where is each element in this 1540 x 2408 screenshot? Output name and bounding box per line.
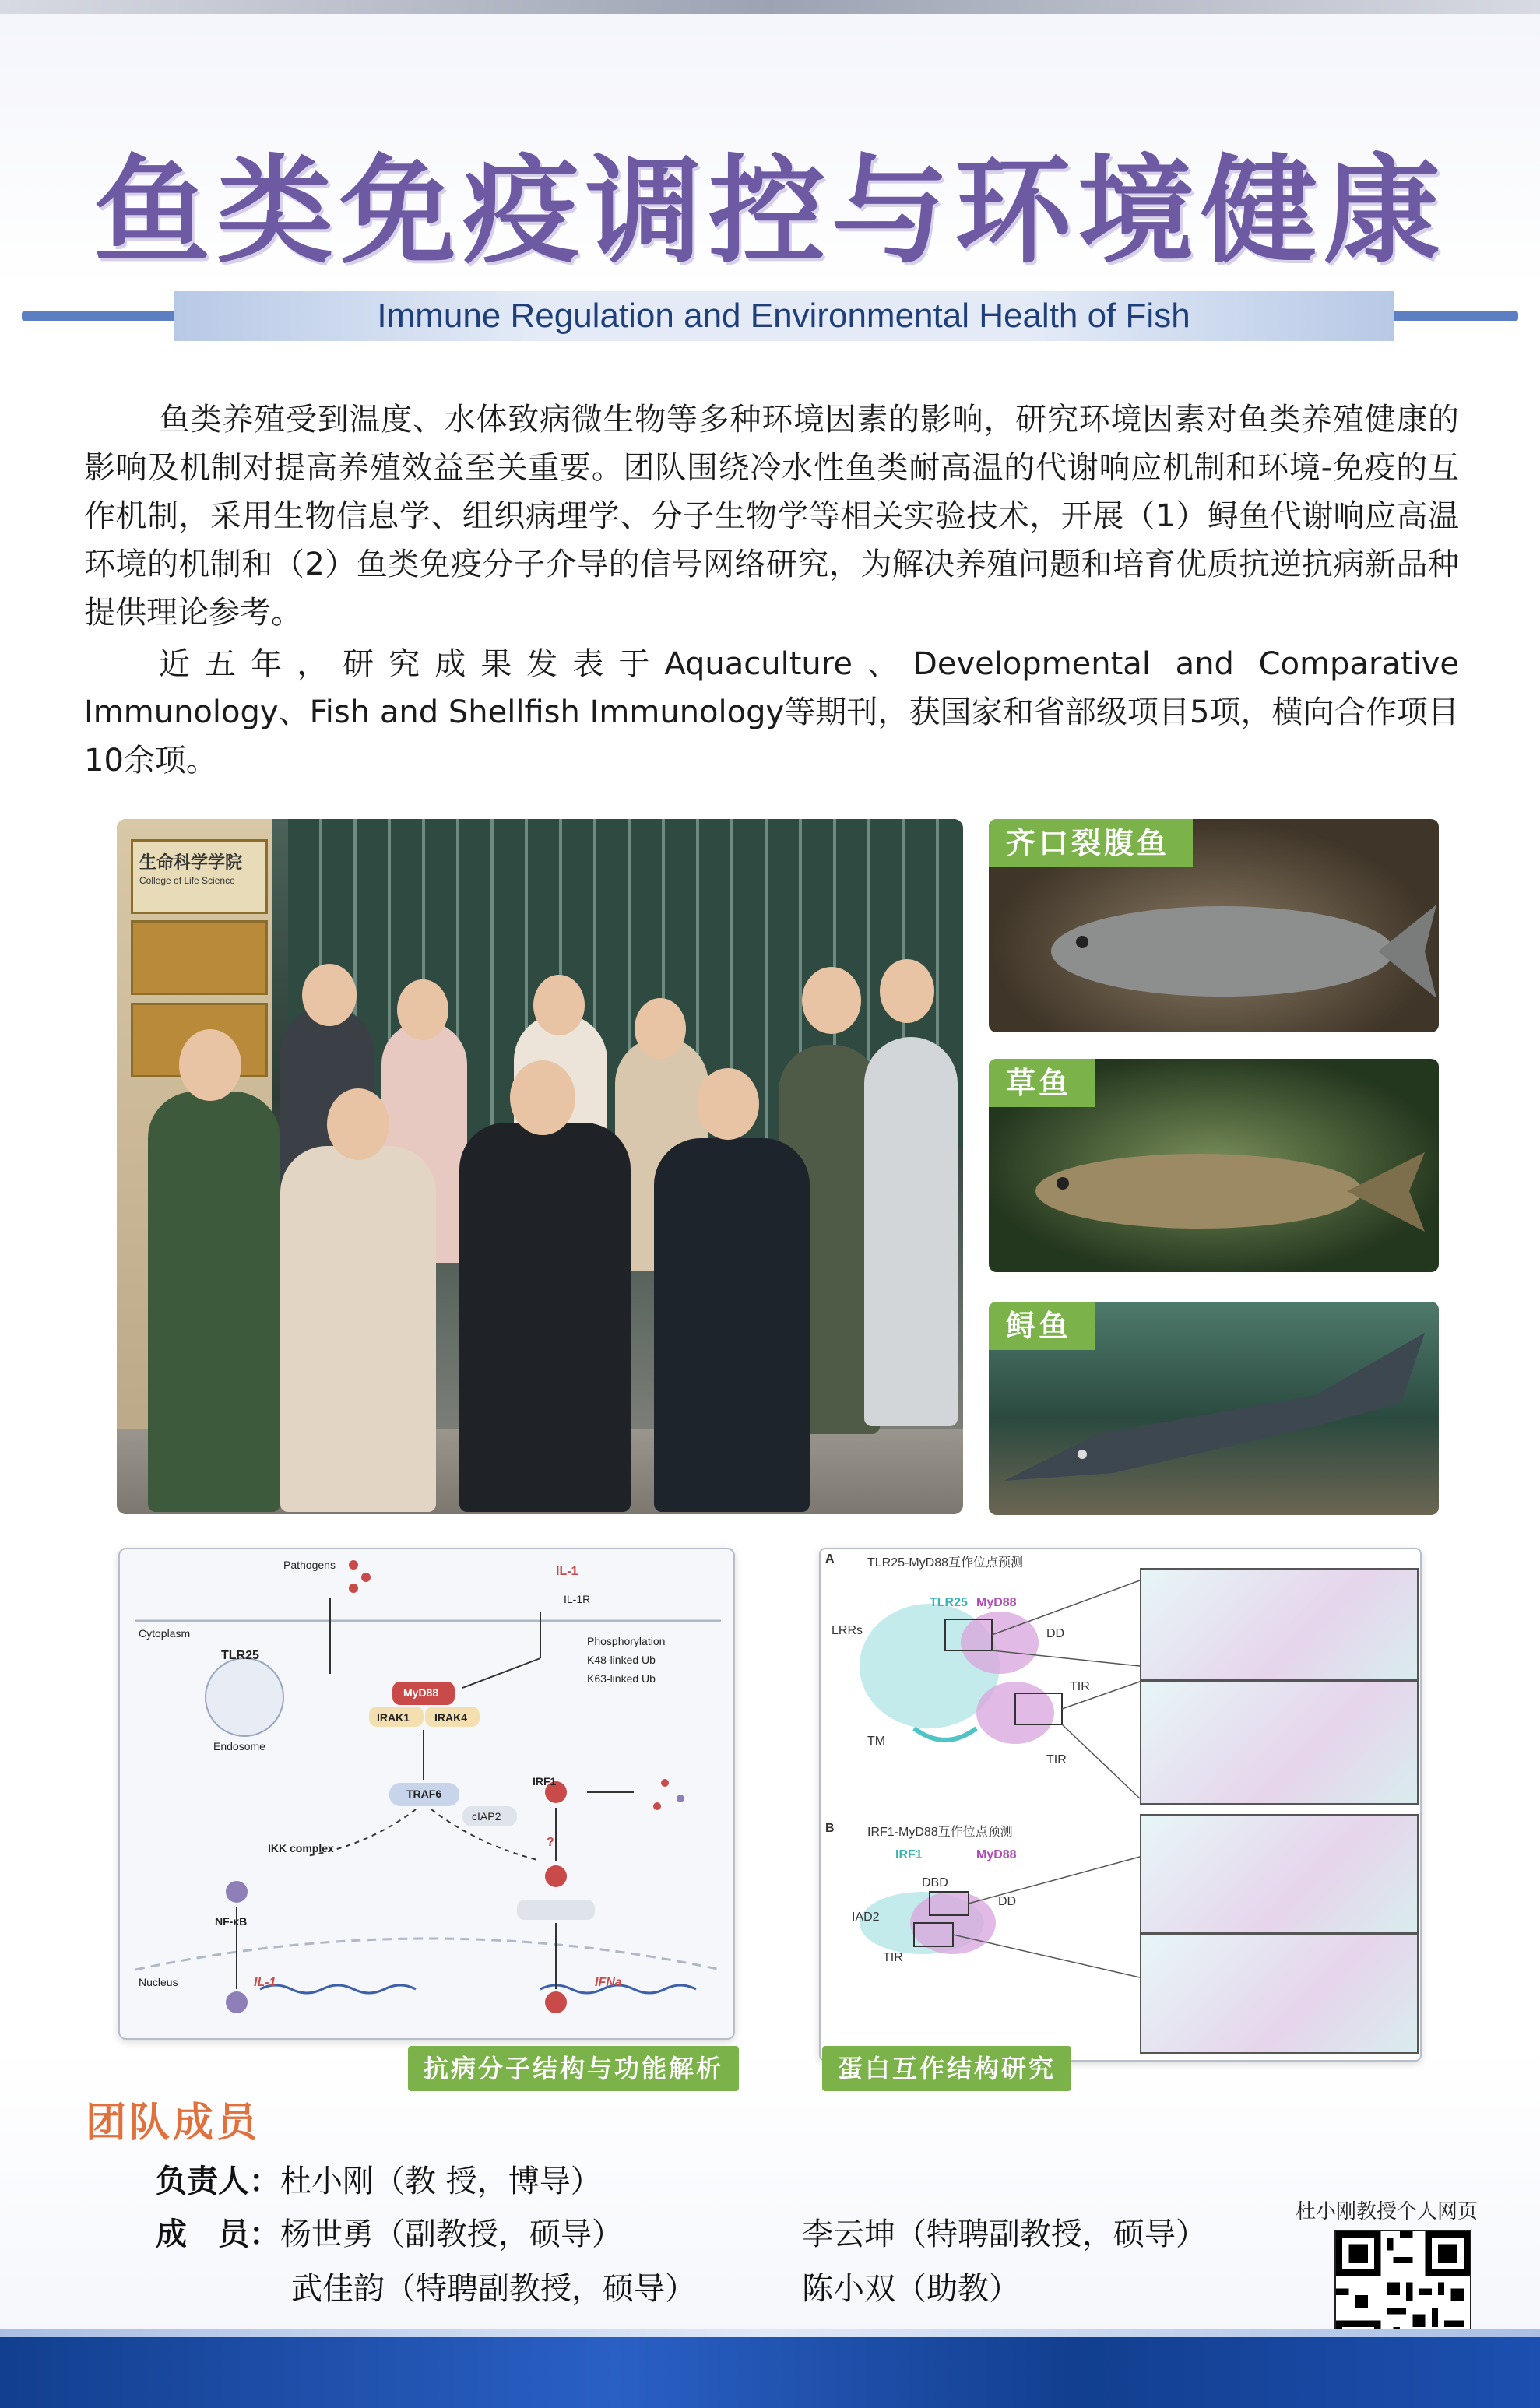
nucleus-label: Nucleus — [139, 1976, 178, 1988]
subtitle-line-right — [1378, 311, 1518, 321]
member-2: 李云坤（特聘副教授，硕导） — [802, 2216, 1207, 2252]
fish-label: 草鱼 — [989, 1059, 1095, 1107]
person-head — [697, 1068, 759, 1140]
person-head — [802, 967, 861, 1034]
college-plaque — [131, 839, 268, 914]
plaque-text-en: College of Life Science — [139, 875, 235, 886]
fish-label: 齐口裂腹鱼 — [989, 819, 1193, 867]
tlr25-label: TLR25 — [221, 1649, 259, 1662]
achievements-paragraph: 近五年，研究成果发表于Aquaculture、Developmental and Comparative Immunology、Fish and Shellfish Immunology等期刊，获国家和省部级项目5项，横向合作项目10余项。 — [84, 646, 1459, 779]
member-1: 杨世勇（副教授，硕导） — [280, 2216, 623, 2252]
dd-label-b: DD — [998, 1895, 1017, 1908]
panel-b-label: B — [825, 1822, 835, 1835]
person — [148, 1092, 280, 1512]
myd88-structure-label-a: MyD88 — [976, 1596, 1017, 1609]
panel-a-title: TLR25-MyD88互作位点预测 — [867, 1556, 1024, 1570]
protein-caption: 蛋白互作结构研究 — [822, 2046, 1071, 2091]
ikk-label: IKK complex — [268, 1842, 334, 1854]
person — [864, 1037, 958, 1426]
subtitle-line-left — [22, 311, 185, 321]
dbd-label: DBD — [922, 1876, 948, 1889]
traf6-label: TRAF6 — [406, 1788, 442, 1800]
il1-gene-label: IL-1 — [254, 1976, 276, 1989]
il1r-label: IL-1R — [564, 1593, 591, 1605]
fish-card-schizothorax — [989, 819, 1439, 1032]
member-3: 武佳韵（特聘副教授，硕导） — [291, 2271, 696, 2307]
fish-card-sturgeon — [989, 1302, 1439, 1515]
member-row-1 — [156, 2209, 623, 2254]
irak4-label: IRAK4 — [434, 1711, 468, 1724]
team-heading: 团队成员 — [86, 2100, 261, 2146]
person-head — [327, 1088, 389, 1160]
pathogens-label: Pathogens — [283, 1559, 336, 1571]
ciap2-label: cIAP2 — [472, 1810, 501, 1823]
panel-a-label: A — [825, 1552, 835, 1566]
fish-card-grass-carp — [989, 1059, 1439, 1272]
pathway-caption: 抗病分子结构与功能解析 — [408, 2046, 739, 2091]
person-head — [510, 1060, 575, 1135]
zoom-view-2 — [1140, 1680, 1419, 1805]
person-head — [179, 1029, 241, 1101]
il1-label: IL-1 — [556, 1565, 578, 1578]
myd88-structure-label-b: MyD88 — [976, 1848, 1017, 1861]
nfkb-label: NF-κB — [215, 1915, 248, 1928]
signaling-pathway-diagram — [118, 1548, 735, 2040]
bottom-band — [0, 2337, 1540, 2408]
ifna-gene-label: IFNa — [595, 1976, 622, 1989]
leader-name: 杜小刚（教 授，博导） — [280, 2164, 602, 2199]
person-head — [397, 979, 448, 1040]
person-head — [635, 998, 686, 1059]
poster-title: 鱼类免疫调控与环境健康 — [93, 144, 1447, 279]
subtitle-bar — [22, 291, 1518, 341]
plaque-text: 生命科学学院 — [139, 853, 243, 873]
person-head — [533, 975, 585, 1035]
zoom-view-3 — [1140, 1814, 1419, 1934]
person — [459, 1123, 631, 1512]
member-4: 陈小双（助教） — [802, 2271, 1020, 2307]
tlr25-structure-label: TLR25 — [930, 1596, 968, 1609]
person — [654, 1138, 810, 1512]
tir-label-a2: TIR — [1046, 1753, 1067, 1766]
tir-label-a1: TIR — [1070, 1680, 1090, 1693]
irak1-label: IRAK1 — [377, 1711, 410, 1724]
irf1-label: IRF1 — [533, 1775, 557, 1788]
leader-label: 负责人： — [156, 2164, 280, 2199]
dd-label-a: DD — [1046, 1627, 1065, 1640]
person-head — [302, 964, 357, 1026]
person-head — [880, 959, 934, 1023]
legend-k63: K63-linked Ub — [587, 1672, 656, 1685]
endosome-label: Endosome — [213, 1740, 265, 1752]
legend-k48: K48-linked Ub — [587, 1654, 656, 1666]
protein-structures — [821, 1549, 1148, 2063]
legend-phosphorylation: Phosphorylation — [587, 1635, 666, 1647]
panel-b-title: IRF1-MyD88互作位点预测 — [867, 1826, 1013, 1839]
intro-paragraph: 鱼类养殖受到温度、水体致病微生物等多种环境因素的影响，研究环境因素对鱼类养殖健康的影响及机制对提高养殖效益至关重要。团队围绕冷水性鱼类耐高温的代谢响应机制和环境-免疫的互作机制，采用生物信息学、组织病理学、分子生物学等相关实验技术，开展（1）鲟鱼代谢响应高温环境的机制和（2）鱼类免疫分子介导的信号网络研究，为解决养殖问题和培育优质抗逆抗病新品种提供理论参考。 — [84, 402, 1459, 631]
tm-label: TM — [867, 1735, 886, 1748]
tir-label-b: TIR — [883, 1951, 903, 1964]
irf1-structure-label: IRF1 — [895, 1848, 923, 1861]
cytoplasm-label: Cytoplasm — [139, 1627, 191, 1640]
myd88-label: MyD88 — [403, 1686, 439, 1699]
qr-caption: 杜小刚教授个人网页 — [1296, 2200, 1478, 2223]
team-photo — [117, 819, 963, 1514]
question-mark: ? — [547, 1836, 554, 1849]
leader-row — [156, 2157, 602, 2201]
team-group — [179, 912, 926, 1514]
members-label: 成 员： — [156, 2216, 280, 2252]
english-subtitle: Immune Regulation and Environmental Health of Fish — [174, 291, 1394, 341]
protein-structure-panel — [819, 1548, 1422, 2062]
zoom-view-1 — [1140, 1568, 1419, 1680]
person — [280, 1146, 436, 1512]
lrrs-label: LRRs — [832, 1624, 863, 1637]
top-decor-strip — [0, 0, 1540, 14]
zoom-view-4 — [1140, 1934, 1419, 2054]
fish-label: 鲟鱼 — [989, 1302, 1095, 1350]
iad2-label: IAD2 — [852, 1911, 880, 1924]
